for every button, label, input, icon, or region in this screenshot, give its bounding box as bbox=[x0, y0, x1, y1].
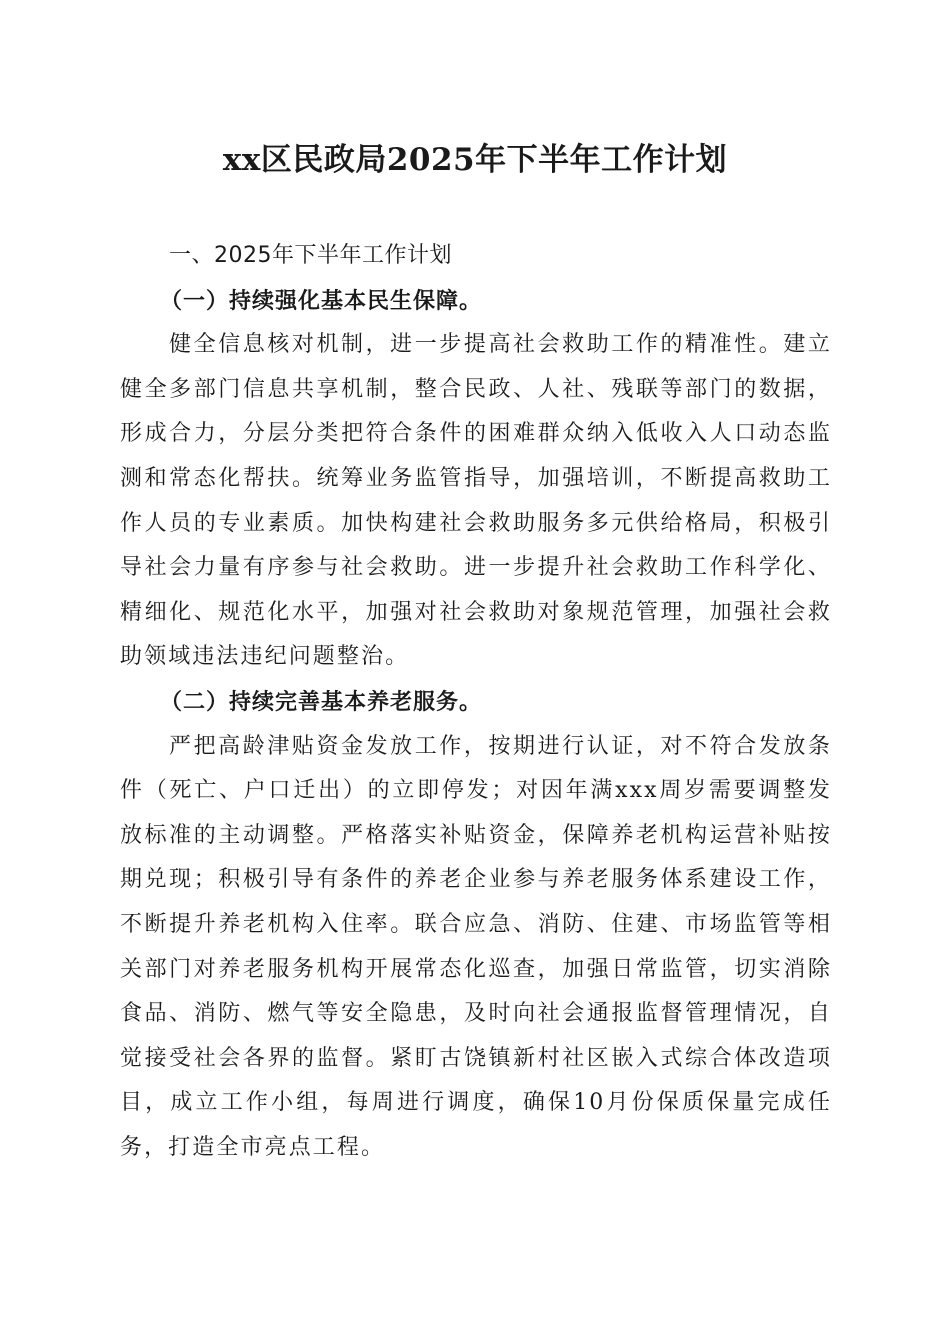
body-paragraph: 严把高龄津贴资金发放工作，按期进行认证，对不符合发放条件（死亡、户口迁出）的立即停发；对因年满xxx周岁需要调整发放标准的主动调整。严格落实补贴资金，保障养老机构运营补贴按期兑现；积极引导有条件的养老企业参与养老服务体系建设工作，不断提升养老机构入住率。联合应急、消防、住建、市场监管等相关部门对养老服务机构开展常态化巡查，加强日常监管，切实消除食品、消防、燃气等安全隐患，及时向社会通报监督管理情况，自觉接受社会各界的监督。紧盯古饶镇新村社区嵌入式综合体改造项目，成立工作小组，每周进行调度，确保10月份保质保量完成任务，打造全市亮点工程。 bbox=[120, 733, 832, 1160]
document-title: xx区民政局2025年下半年工作计划 bbox=[222, 142, 728, 178]
section-heading: 一、2025年下半年工作计划 bbox=[169, 243, 452, 268]
document-body bbox=[120, 234, 832, 1170]
body-paragraph: 健全信息核对机制，进一步提高社会救助工作的精准性。建立健全多部门信息共享机制，整合民政、人社、残联等部门的数据，形成合力，分层分类把符合条件的困难群众纳入低收入人口动态监测和常态化帮扶。统筹业务监管指导，加强培训，不断提高救助工作人员的专业素质。加快构建社会救助服务多元供给格局，积极引导社会力量有序参与社会救助。进一步提升社会救助工作科学化、精细化、规范化水平，加强对社会救助对象规范管理，加强社会救助领域违法违纪问题整治。 bbox=[120, 332, 832, 670]
subsection-heading: （二）持续完善基本养老服务。 bbox=[160, 688, 483, 715]
subsection-heading: （一）持续强化基本民生保障。 bbox=[160, 287, 483, 314]
